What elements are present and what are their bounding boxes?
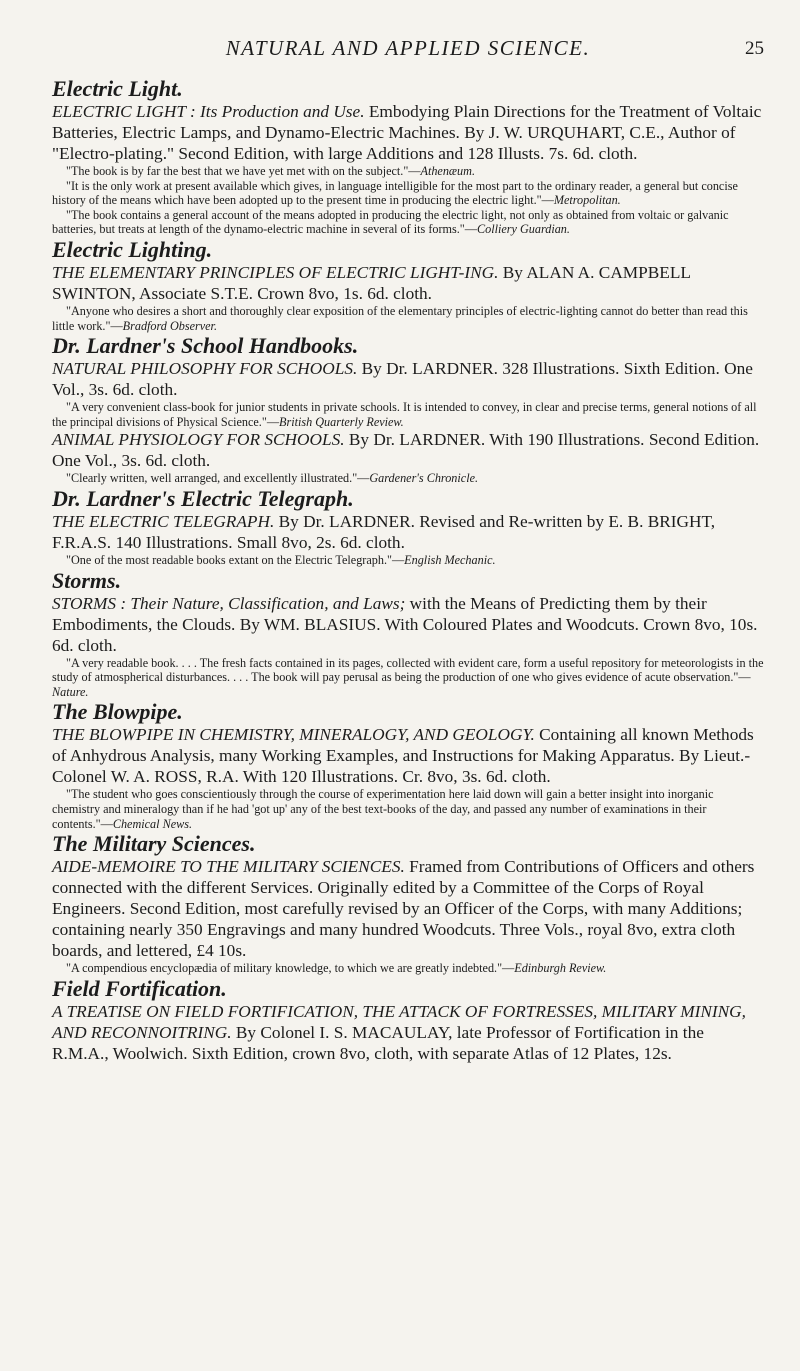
book-entry bbox=[52, 486, 764, 568]
review-quote bbox=[52, 179, 764, 208]
review-text: "It is the only work at present available which gives, in language intelligible for the most part to the ordinary reader, a general but concise history of the means which have been adopted up to the present time in producing the electric light."— bbox=[52, 178, 738, 208]
review-text: "A very convenient class-book for junior students in private schools. It is intended to convey, in clear and precise terms, general notions of all the principal divisions of Physical Science."— bbox=[52, 400, 757, 429]
book-details: By Dr. LARDNER. 328 Illustrations. Sixth Edition. One Vol., 3s. 6d. cloth. bbox=[52, 359, 753, 400]
section-heading: Field Fortification. bbox=[52, 975, 227, 1001]
book-title-block bbox=[52, 1001, 764, 1064]
review-source: Gardener's Chronicle. bbox=[369, 471, 479, 486]
section-heading: Dr. Lardner's School Handbooks. bbox=[52, 333, 359, 359]
section-heading: Storms. bbox=[52, 567, 122, 593]
review-quote bbox=[52, 787, 764, 831]
book-title-block bbox=[52, 101, 764, 164]
review-quote bbox=[52, 304, 764, 333]
section-heading: The Blowpipe. bbox=[52, 699, 183, 725]
book-entry bbox=[52, 699, 764, 831]
book-details: By ALAN A. CAMPBELL SWINTON, Associate S.T.E. Crown 8vo, 1s. 6d. cloth. bbox=[52, 262, 691, 303]
book-details: Framed from Contributions of Officers and others connected with the different Services. Originally edited by a Committee of the Corps of Royal Engineers. Second Edition, most carefully revised by an Officer of the Corps, with many Additions; containing nearly 350 Engravings and many hundred Woodcuts. Three Vols., royal 8vo, extra cloth boards, and lettered, £4 10s. bbox=[52, 857, 755, 961]
review-text: "The book contains a general account of the means adopted in producing the electric light, not only as obtained from voltaic or galvanic batteries, but treats at length of the dynamo-electric machine in several of its forms."— bbox=[52, 207, 729, 237]
review-quote bbox=[52, 400, 764, 429]
page-number: 25 bbox=[745, 38, 764, 59]
book-title: STORMS : Their Nature, Classification, and Laws; bbox=[52, 593, 406, 613]
book-title: THE ELEMENTARY PRINCIPLES OF ELECTRIC LIGHT-ING. bbox=[52, 262, 499, 282]
book-entry bbox=[52, 429, 764, 486]
book-entry bbox=[52, 568, 764, 700]
review-source: British Quarterly Review. bbox=[279, 414, 404, 429]
book-title-block bbox=[52, 358, 764, 400]
book-entry bbox=[52, 237, 764, 333]
book-title: THE BLOWPIPE IN CHEMISTRY, MINERALOGY, AND GEOLOGY. bbox=[52, 725, 535, 745]
book-title-block bbox=[52, 262, 764, 304]
review-quote bbox=[52, 553, 764, 568]
book-title: THE ELECTRIC TELEGRAPH. bbox=[52, 511, 275, 531]
review-source: Edinburgh Review. bbox=[514, 961, 607, 976]
review-quote bbox=[52, 961, 764, 976]
book-title: AIDE-MEMOIRE TO THE MILITARY SCIENCES. bbox=[52, 857, 405, 877]
book-entry bbox=[52, 333, 764, 429]
review-text: "Anyone who desires a short and thoroughly clear exposition of the elementary principles of electric-lighting cannot do better than read this little work."— bbox=[52, 303, 748, 333]
running-head: NATURAL AND APPLIED SCIENCE. bbox=[225, 36, 591, 60]
review-text: "The student who goes conscientiously through the course of experimentation here laid down will gain a better insight into inorganic chemistry and mineralogy than if he had 'got up' any of the best text-books of the day, and passed any number of examinations in their contents."— bbox=[52, 787, 714, 831]
review-quote bbox=[52, 164, 764, 179]
review-text: "One of the most readable books extant on the Electric Telegraph."— bbox=[66, 552, 405, 567]
book-entry bbox=[52, 76, 764, 237]
book-title: NATURAL PHILOSOPHY FOR SCHOOLS. bbox=[52, 359, 358, 379]
review-text: "The book is by far the best that we have yet met with on the subject."— bbox=[66, 164, 421, 178]
review-quote bbox=[52, 208, 764, 237]
section-heading: Electric Light. bbox=[52, 76, 183, 101]
book-details: By Dr. LARDNER. With 190 Illustrations. Second Edition. One Vol., 3s. 6d. cloth. bbox=[52, 430, 760, 471]
review-quote bbox=[52, 471, 764, 486]
book-details: Embodying Plain Directions for the Treatment of Voltaic Batteries, Electric Lamps, and Dynamo-Electric Machines. By J. W. URQUHART, C.E., Author of "Electro-plating." Second Edition, with large Additions and 128 Illusts. 7s. 6d. cloth. bbox=[52, 102, 762, 163]
review-source: Chemical News. bbox=[112, 816, 193, 831]
review-source: Athenæum. bbox=[420, 164, 475, 178]
book-entry bbox=[52, 831, 764, 976]
review-source: Nature. bbox=[52, 684, 89, 699]
review-source: Metropolitan. bbox=[553, 193, 621, 208]
review-source: Bradford Observer. bbox=[122, 318, 217, 333]
section-heading: Dr. Lardner's Electric Telegraph. bbox=[52, 485, 354, 511]
book-details: By Dr. LARDNER. Revised and Re-written by E. B. BRIGHT, F.R.A.S. 140 Illustrations. Small 8vo, 2s. 6d. cloth. bbox=[52, 511, 716, 552]
book-title-block bbox=[52, 724, 764, 787]
review-quote bbox=[52, 656, 764, 700]
review-source: Colliery Guardian. bbox=[476, 222, 570, 237]
book-title: ELECTRIC LIGHT : Its Production and Use. bbox=[52, 102, 365, 121]
review-text: "Clearly written, well arranged, and excellently illustrated."— bbox=[66, 471, 370, 486]
book-title-block bbox=[52, 511, 764, 553]
book-details: By Colonel I. S. MACAULAY, late Professor of Fortification in the R.M.A., Woolwich. Sixth Edition, crown 8vo, cloth, with separate Atlas of 12 Plates, 12s. bbox=[52, 1022, 704, 1063]
book-details: Containing all known Methods of Anhydrous Analysis, many Working Examples, and Instructions for Making Apparatus. By Lieut.-Colonel W. A. ROSS, R.A. With 120 Illustrations. Cr. 8vo, 3s. 6d. cloth. bbox=[52, 725, 754, 787]
section-heading: The Military Sciences. bbox=[52, 831, 256, 857]
review-source: English Mechanic. bbox=[404, 552, 496, 567]
book-title-block bbox=[52, 429, 764, 471]
section-heading: Electric Lighting. bbox=[52, 236, 213, 262]
book-title-block bbox=[52, 856, 764, 961]
book-title-block bbox=[52, 593, 764, 656]
review-text: "A compendious encyclopædia of military knowledge, to which we are greatly indebted."— bbox=[66, 961, 515, 976]
review-text: "A very readable book. . . . The fresh facts contained in its pages, collected with evident care, form a useful repository for meteorologists in the study of atmospherical disturbances. . . . The book will pay perusal as being the production of one who gives evidence of acute observation."— bbox=[52, 655, 764, 685]
page-header bbox=[52, 36, 764, 76]
book-entry bbox=[52, 976, 764, 1064]
book-details: with the Means of Predicting them by their Embodiments, the Clouds. By WM. BLASIUS. With Coloured Plates and Woodcuts. Crown 8vo, 10s. 6d. cloth. bbox=[52, 593, 758, 655]
book-title: A TREATISE ON FIELD FORTIFICATION, THE ATTACK OF FORTRESSES, MILITARY MINING, AND RECONNOITRING. bbox=[52, 1001, 746, 1042]
book-title: ANIMAL PHYSIOLOGY FOR SCHOOLS. bbox=[52, 430, 345, 450]
